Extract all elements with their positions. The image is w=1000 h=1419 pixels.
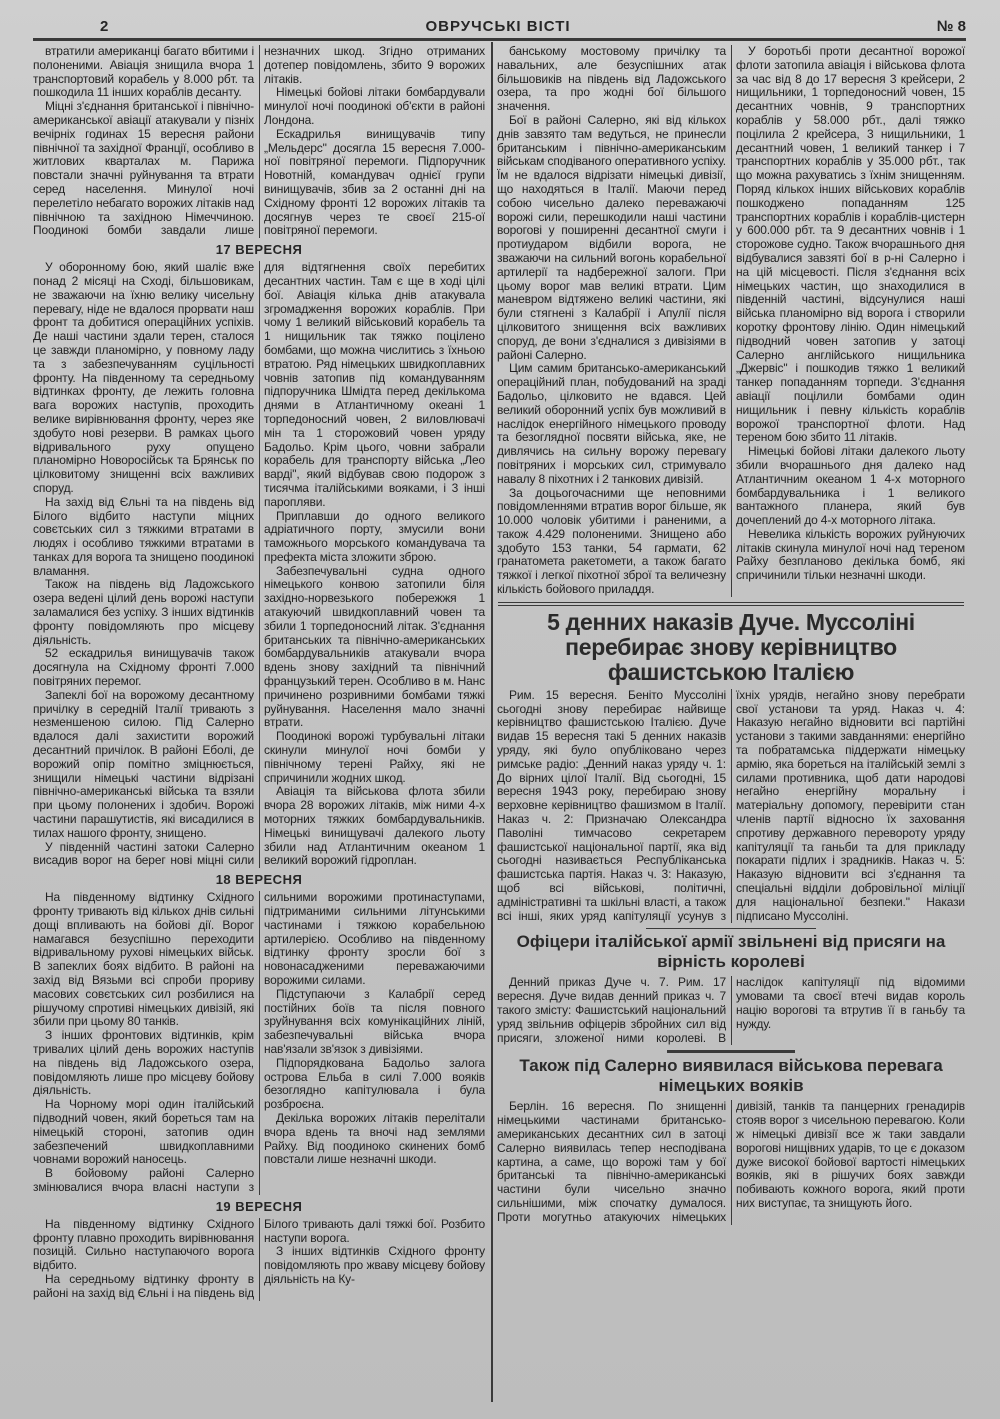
paragraph: Рим. 15 вересня. Беніто Муссоліні сьогодні знову перебирає найвище керівництво фашистською Італією. Дуче видав 15 вересня такі 5 денних наказів уряду, які було опубліковано через римське радіо: „Денний наказ уряду ч. 1: До вірних цілої Італії. Від сьогодні, 15 вересня 1943 року, перебираю знову верховне керівництво фашизмом в Італії. Наказ ч. 2: Призначаю Олександра Паволіні тимчасово секретарем фашистської національної партії, яка від сьогодні називається Республіканська фашистська партія. Наказ ч. 3: Наказую, щоб всі військові, політичні, адміністративні та шкільні власті, а також всі інші, яких уряд капітуляції усунув з їхніх урядів, негайно знову перебрати свої установи та уряд. Наказ ч. 4: Наказую негайно відновити всі партійні установи з такими завданнями: енергійно та побратамська піддержати німецьку армію, яка бореться на італійській землі з силами противника, щоб дати народові негайно енергійну моральну і матеріальну допомогу, перевірити стан членів партії відносно їх заховання спротиву державного перевороту уряду капітуляції та ганьби та для прикладу покарати підлих і зрадників. Наказ ч. 5: Наказую відновити всі з'єднання та спеціальні відділи добровільної міліції для національної безпеки." Накази підписано Муссоліні. (497, 687, 965, 923)
paragraph: Також на південь від Ладожського озера ведені цілий день ворожі наступи заламалися без успіху. З інших відтинків фронту повідомляють про місцеву діяльність. (33, 577, 254, 647)
headline-salerno: Також під Салерно виявилася військова перевага німецьких вояків (519, 1056, 943, 1096)
paragraph: Німецькі бойові літаки далекого льоту збили вчорашнього дня далеко над Атлантичним океаном 1 4-х моторного бомбардувальника і 1 великого вантажного планера, який був дочеплений до 4-х моторного літака. (736, 444, 965, 528)
paragraph: У оборонному бою, який шаліє вже понад 2 місяці на Сході, більшовикам, не зважаючи на їхню велику чисельну перевагу, ніде не вдалося прорвати наш фронт та добитися операційних успіхів. Де наші частини здали терен, сталося це завжди планомірно, у повному ладу та з забезпечуванням суцільності фронту. На південному та середньому відтинках фронту, де лежить головна вага ворожих наступів, проходить велике вирівнювання фронту, через яке здобуто нові резерви. В рамках цього відривального руху опущено планомірно Новоросійськ та Брянськ по цілковитому знищенні всіх важливих споруд. (33, 260, 254, 495)
paragraph: На Чорному морі один італійський підводний човен, який бореться там на німецькій стороні, затопив один забезпечений швидкоплавними човнами ворожий наносець. (33, 1097, 254, 1167)
paragraph: В бойовому районі Салерно змінювалися вчора власні наступи з сильними ворожими протинаступами, підтриманими сильними літунськими частинами і тяжкою корабельною артилерією. Особливо на південному відтинку фронту зросли бої з новонасадженими переважаючими ворожими силами. (33, 890, 485, 1194)
newspaper-title: ОВРУЧСЬКІ ВІСТІ (425, 18, 571, 35)
date-heading-18: 18 ВЕРЕСНЯ (215, 872, 303, 888)
right-half (497, 45, 965, 1225)
article-divider (646, 928, 816, 929)
paragraph: На захід від Єльні та на південь від Білого відбито наступи міцних совєтських сил з тяжкими втратами в людях і особливо тяжкими втратами в танках для ворога та знищено поодинокі вламання. (33, 494, 254, 578)
paragraph: На середньому відтинку фронту в районі на захід від Єльні і на південь від Білого тривають далі тяжкі бої. Розбито наступи ворога. (33, 1216, 485, 1300)
section-divider (498, 602, 964, 603)
paragraph: З інших фронтових відтинків, крім тривалих цілий день ворожих наступів на південь від Ладожського озера, повідомляють лише про місцеву бойову діяльність. (33, 1028, 254, 1098)
article-salerno (497, 1100, 965, 1224)
article-sept-18 (33, 891, 485, 1195)
paragraph: Ескадрилья винищувачів типу „Мельдерс" досягла 15 вересня 7.000-ної повітряної перемоги. Підпоручник Новотній, командувач однієї групи винищувачів, збив за 2 останні дні на Східному фронті 12 ворожих літаків та досягнув через те своєї 215-ої повітряної перемоги. (264, 126, 485, 238)
paragraph: Декілька ворожих літаків перелітали вчора вдень та вночі над землями Райху. Від поодиноко скинених бомб повстали лише незначні шкоди. (264, 1110, 485, 1167)
paragraph: Невелика кількість ворожих руйнуючих літаків скинула минулої ночі над тереном Райху безпланово декілька бомб, які спричинили тільки незначні шкоди. (736, 526, 965, 583)
paragraph: втратили американці багато вбитими і полоненими. Авіація знищила вчора 1 транспортовий корабель у 8.000 рбт. та пошкодила 11 інших кораблів десанту. (33, 44, 254, 100)
paragraph: Цим самим британсько-американський операційний план, побудований на зраді Бадольо, цілковито не вдався. Цей великий оборонний успіх був можливий в наслідок енергійного німецького проводу та безоглядної посвяти війська, яке, не дивлячись на сильну ворожу перевагу повітряних і морських сил, стримувало навалу 8 піхотних і 2 танкових дивізій. (497, 361, 726, 486)
paragraph: На південному відтинку Східного фронту плавно проходить вирівнювання позицій. Сильно наступаючого ворога відбито. (33, 1216, 254, 1273)
masthead-rule (33, 38, 966, 41)
section-divider (498, 605, 964, 606)
date-heading-19: 19 ВЕРЕСНЯ (215, 1198, 303, 1214)
headline-mussolini: 5 денних наказів Дуче. Муссоліні перебирає знову керівництво фашистською Італією (547, 608, 915, 685)
article-sept-19 (33, 1218, 485, 1301)
date-heading-17: 17 ВЕРЕСНЯ (215, 242, 303, 258)
paragraph: Поодинокі ворожі турбувальні літаки скинули минулої ночі бомби у північному терені Райху, які не спричинили жодних шкод. (264, 729, 485, 785)
paragraph: Підпорядкована Бадольо залога острова Ельба в силі 7.000 вояків безоглядно капітулювала і була розброєна. (264, 1055, 485, 1112)
page-number: 2 (100, 18, 109, 35)
paragraph: Авіація та військова флота збили вчора 28 ворожих літаків, між ними 4-х моторних тяжких бомбардувальників. Німецькі винищувачі далекого льоту збили над Атлантичним океаном 1 великий ворожий гідроплан. (264, 784, 485, 868)
article-divider (667, 1050, 795, 1053)
paragraph: банському мостовому причілку та навальних, але безуспішних атак більшовиків на південь від Ладожського озера, та про жодні бої більшого значення. (497, 44, 726, 114)
article-mussolini (497, 689, 965, 924)
paragraph: 52 ескадрилья винищувачів також досягнула на Східному фронті 7.000 повітряних перемог. (33, 646, 254, 689)
left-half (33, 45, 485, 1301)
paragraph: Підступаючи з Калабрії серед постійних боїв та після повного зруйнування всіх комунікаційних ліній, забезпечувальні війська вчора нав'язали зв'язок з дивізіями. (264, 986, 485, 1056)
article-left-top (33, 45, 485, 238)
paragraph: Запеклі бої на ворожому десантному причілку в середній Італії тривають з незменшеною силою. Під Салерно вдалося далі захистити ворожий десантний причілок. В районі Еболі, де ворожий опір помітно зміцнюється, знищили німецькі частини відрізані північно-американські війська та взяли при цьому полонених і здобич. Ворожі частини парашутистів, які висадилися в тилах нашого фронту, знищено. (33, 687, 254, 840)
article-sept-17 (33, 261, 485, 868)
paragraph: Берлін. 16 вересня. По знищенні німецькими частинами британсько-американських десантних сил в затоці Салерно виявилась тепер несподівана картина, а саме, що ворожі там у бої британські та північно-американські частини були чисельно значно сильнішими, між спочатку думалося. Проти могутньо атакуючих німецьких дивізій, танків та панцерних гренадирів стояв ворог з чисельною перевагою. Коли ж німецькі дивізії все ж таки завдали ворогові нищівних ударів, то це є доказом дуже високої бойової вартості німецьких вояків, які в рішучих боях завжди побивають кожного ворога, який проти них виступає, та знищують його. (497, 1099, 965, 1224)
paragraph: Приплавши до одного великого адріатичного порту, змусили вони таможнього морського командувача та префекта міста зложити зброю. (264, 508, 485, 564)
column-divider (491, 42, 493, 1402)
masthead (30, 18, 966, 38)
paragraph: Німецькі бойові літаки бомбардували минулої ночі поодинокі об'єкти в районі Лондона. (264, 85, 485, 127)
headline-officers: Офіцери італійської армії звільнені від присяги на вірність королеві (516, 932, 946, 972)
paragraph: Бої в районі Салерно, які від кількох днів завзято там ведуться, не принесли британським і північно-американським військам сподіваного оперативного успіху. Їм не вдалося відрізати німецькі дивізії, що находяться в Італії. Маючи перед собою чисельно далеко переважаючі ворожі сили, перешкодили наші частини ворогові у поширенні десантної смуги і протиударом відбили ворога, не зважаючи на сильний вогонь корабельної артилерії та надбережної залоги. При цьому ворог мав великі втрати. Цим маневром відтяжено великі частини, які були стягнені з Калабрії і Апулії після цілковитого знищення всіх важливих споруд, де вони з'єдналися з дивізіями в районі Салерно. (497, 112, 726, 362)
paragraph: З інших відтинків Східного фронту повідомляють про жваву місцеву бойову діяльність на Ку- (264, 1244, 485, 1286)
paragraph: Денний приказ Дуче ч. 7. Рим. 17 вересня. Дуче видав денний приказ ч. 7 такого змісту: Фашистський національний уряд звільнив офіцерів збройних сил від присяги, зложеної ними королеві. В наслідок капітуляції під відомими умовами та своєї втечі видав король націю ворогові та втрутив її в ганьбу та нужду. (497, 975, 965, 1045)
article-officers (497, 976, 965, 1045)
issue-number: № 8 (936, 18, 966, 35)
paragraph: У південній частині затоки Салерно висадив ворог на берег нові міцні сили для відтягнення своїх перебитих десантних частин. Там є ще в ході цілі бої. Авіація кілька днів атакувала згромадження ворожих кораблів. При чому 1 великий військовий корабель та 1 нищильник так тяжко поцілено бомбами, що можна числитись з їхньою втратою. Ряд німецьких швидкоплавних човнів затопив під командуванням підпоручника Шмідта перед декількома днями в Атлантичному океані 1 торпедоносний човен, 2 виловлювачі мін та 1 сторожовий човен уряду Бадольо. Крім цього, човни забрали корабель для транспорту війська „Лео варді", який відбував свою подорож з тисячма італійськими вояками, і 3 інші паропляви. (33, 260, 485, 868)
paragraph: Міцні з'єднання британської і північно-американської авіації атакували у пізніх вечірніх годинах 15 вересня райони північної та західної Франції, особливо в житлових кварталах м. Парижа повстали значні руйнування та втрати серед населення. Минулої ночі перелетіло небагато ворожих літаків над північною та західною Німеччиною. Поодинокі бомби завдали лише незначних шкод. Згідно отриманих дотепер повідомлень, збито 9 ворожих літаків. (33, 44, 485, 238)
paragraph: За доцьогочасними ще неповними повідомленнями втратив ворог більше, як 10.000 чоловік убитими і раненими, а також 4.429 полоненими. Знищено або здобуто 153 танки, 54 гармати, 62 гранатомета ракетомети, а також багато тяжкої і легкої піхотної зброї та величезну кількість бойового приладдя. (497, 485, 726, 597)
article-right-top (497, 45, 965, 597)
paragraph: У боротьбі проти десантної ворожої флоти затопила авіація і військова флота за час від 8 до 17 вересня 3 крейсери, 2 нищильники, 1 торпедоносний човен, 15 десантних човнів, 9 транспортних кораблів у 58.000 рбт., далі тяжко поцілила 2 крейсера, 3 нищильники, 1 десантний човен, 1 великий танкер і 7 транспортних кораблів у 35.000 рбт., так що можна рахуватись з їхнім знищенням. Поряд кількох інших військових кораблів пошкоджено попаданням 125 транспортних кораблів і кораблів-цистерн у 600.000 рбт. та 9 десантних човнів і 1 сторожове судно. Також вчорашнього дня відбувалися завзяті бої в р-ні Салерно і на цій місцевості. Після з'єднання всіх німецьких частин, що знаходилися в південній частині, відсунулися наші війська планомірно від ворога і створили коротку фронтову лінію. Один німецький підводний човен затопив у затоці Салерно англійського нищильника „Джервіс" і пошкодив тяжко 1 великий танкер попаданням торпеди. З'єднання авіації поцілили бомбами один нищильник і певну кількість кораблів ворожої транспортної флоти. Над тереном бою збито 11 літаків. (736, 44, 965, 445)
paragraph: На південному відтинку Східного фронту тривають від кількох днів сильні дощі впливають на бойові дії. Ворог намагався безуспішно переходити відривальному рухові німецьких військ. В запеклих боях відбито. В районі на захід від Вязьми всі спроби прориву масових совєтських сил розбилися на рішучому спротиві німецьких дивізій, які збили при цьому 80 танків. (33, 890, 254, 1029)
paragraph: Забезпечувальні судна одного німецького конвою затопили біля західно-норвезького побережжя 1 атакуючий швидкоплавний човен та збили 1 торпедоносний літак. З'єднання британських та північно-американських бомбардувальників атакували вчора вдень знову західний та північний французький терен. Особливо в м. Нанс причинено розривними бомбами тяжкі руйнування. Населення мало значні втрати. (264, 563, 485, 730)
